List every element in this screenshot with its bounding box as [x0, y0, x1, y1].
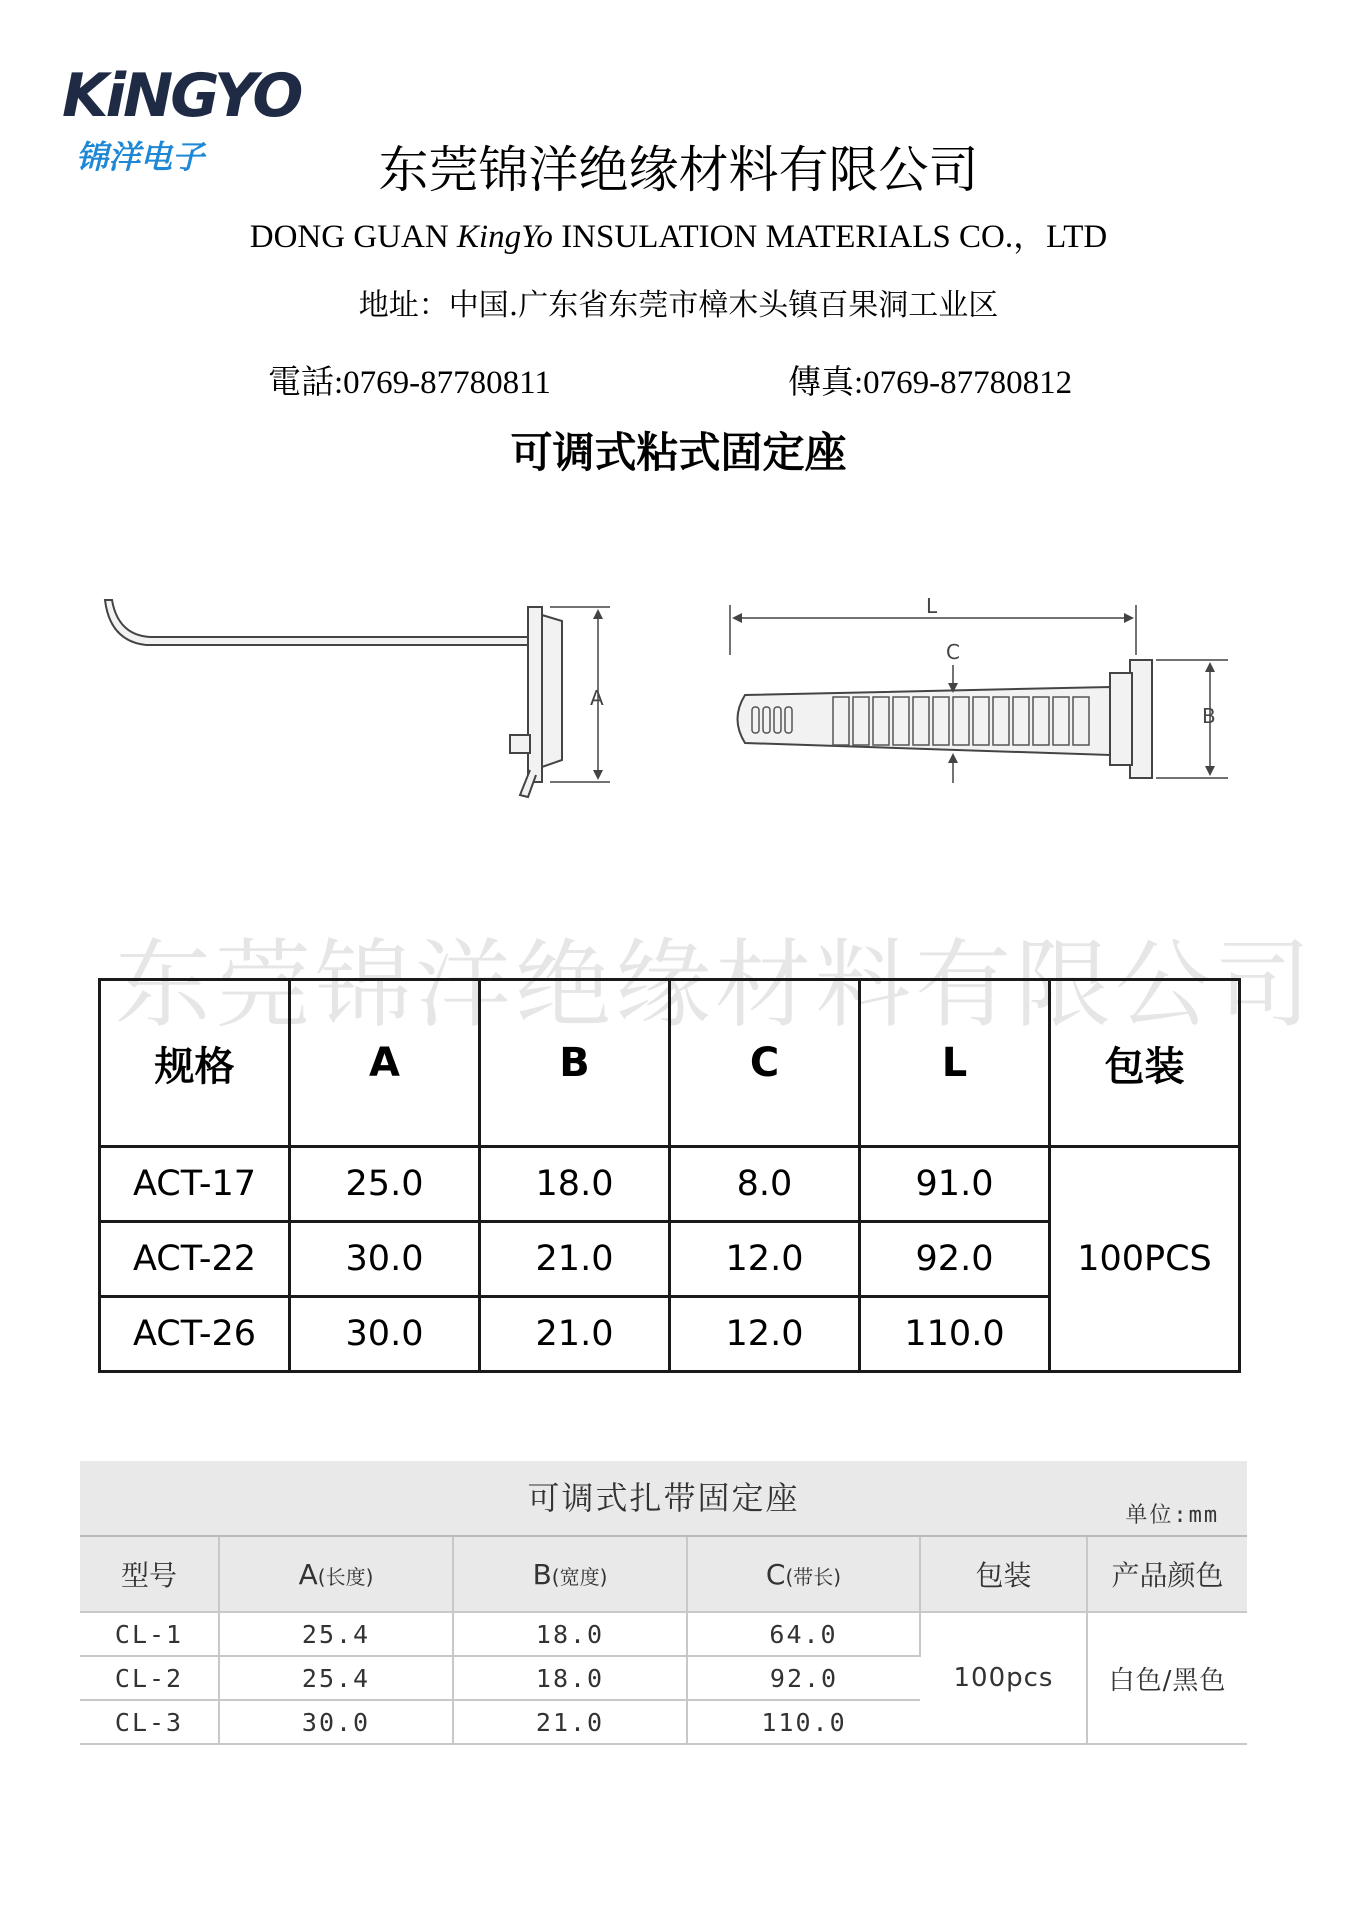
header-model: 型号	[80, 1536, 219, 1612]
company-name-en-prefix: DONG GUAN	[249, 219, 457, 255]
cell-model: ACT-22	[100, 1222, 290, 1297]
cell-a: 30.0	[219, 1700, 453, 1744]
cell-c: 110.0	[687, 1700, 920, 1744]
cell-b: 21.0	[480, 1222, 670, 1297]
cell-l: 110.0	[860, 1297, 1050, 1372]
cell-c: 64.0	[687, 1612, 920, 1656]
cell-model: ACT-17	[100, 1147, 290, 1222]
front-view-base-plate	[1130, 660, 1152, 778]
cell-c: 12.0	[670, 1297, 860, 1372]
document-title: 可调式粘式固定座	[510, 428, 847, 477]
logo-sub-text: 锦洋电子	[76, 138, 205, 176]
table-caption-title: 可调式扎带固定座	[527, 1479, 800, 1517]
product-diagram	[100, 585, 1250, 805]
table-row	[100, 1147, 1240, 1222]
header-a: A	[290, 980, 480, 1147]
cell-l: 92.0	[860, 1222, 1050, 1297]
cell-c: 92.0	[687, 1656, 920, 1700]
cell-a: 25.4	[219, 1656, 453, 1700]
cell-b: 21.0	[480, 1297, 670, 1372]
side-view-base-plate	[528, 607, 542, 782]
spec-table-act	[98, 978, 1241, 1373]
cell-a: 30.0	[290, 1297, 480, 1372]
cell-b: 18.0	[453, 1656, 687, 1700]
cell-model: CL-2	[80, 1656, 219, 1700]
dimension-a-label: A	[590, 686, 604, 710]
side-view-tab	[510, 735, 530, 753]
cell-color: 白色/黑色	[1087, 1612, 1247, 1744]
logo-brand-text: KiNGYO	[62, 61, 301, 131]
cell-model: CL-3	[80, 1700, 219, 1744]
side-view-hook	[520, 770, 536, 797]
dimension-c-label: C	[946, 640, 960, 664]
side-view-base-block	[542, 615, 562, 767]
cell-l: 91.0	[860, 1147, 1050, 1222]
cell-b: 18.0	[453, 1612, 687, 1656]
header-c: C	[670, 980, 860, 1147]
header-packing: 包装	[1050, 980, 1240, 1147]
table-row	[80, 1612, 1247, 1656]
cell-model: ACT-26	[100, 1297, 290, 1372]
company-name-en-suffix: INSULATION MATERIALS CO.，LTD	[552, 219, 1108, 255]
table-header-row	[80, 1536, 1247, 1612]
cell-model: CL-1	[80, 1612, 219, 1656]
watermark-text: 东莞锦洋绝缘材料有限公司	[115, 929, 1315, 1041]
cell-b: 18.0	[480, 1147, 670, 1222]
company-name-en	[0, 217, 1357, 257]
company-address: 地址：中国.广东省东莞市樟木头镇百果洞工业区	[358, 288, 999, 323]
header-b: B(宽度)	[453, 1536, 687, 1612]
spec-table-cl	[80, 1461, 1247, 1745]
company-name-cn: 东莞锦洋绝缘材料有限公司	[378, 141, 979, 199]
cell-packing: 100pcs	[920, 1612, 1087, 1744]
header-a: A(长度)	[219, 1536, 453, 1612]
header-color: 产品颜色	[1087, 1536, 1247, 1612]
header-l: L	[860, 980, 1050, 1147]
header-b: B	[480, 980, 670, 1147]
fax-number: 傳真:0769-87780812	[788, 365, 1073, 401]
phone-number: 電話:0769-87780811	[268, 365, 551, 401]
company-name-en-brand: KingYo	[456, 219, 553, 255]
front-view-base-block	[1110, 673, 1132, 765]
cell-a: 25.0	[290, 1147, 480, 1222]
cell-b: 21.0	[453, 1700, 687, 1744]
dimension-b-label: B	[1202, 704, 1216, 728]
header-c: C(带长)	[687, 1536, 920, 1612]
cell-a: 30.0	[290, 1222, 480, 1297]
dimension-l-label: L	[926, 594, 938, 618]
header-packing: 包装	[920, 1536, 1087, 1612]
cell-c: 8.0	[670, 1147, 860, 1222]
table-header-row	[100, 980, 1240, 1147]
header-spec: 规格	[100, 980, 290, 1147]
table-unit: 单位:mm	[1125, 1503, 1220, 1528]
side-view-strap	[105, 600, 528, 645]
dimension-b-lines	[1156, 660, 1228, 778]
cell-packing: 100PCS	[1050, 1147, 1240, 1372]
cell-a: 25.4	[219, 1612, 453, 1656]
cell-c: 12.0	[670, 1222, 860, 1297]
table-caption	[80, 1461, 1247, 1536]
